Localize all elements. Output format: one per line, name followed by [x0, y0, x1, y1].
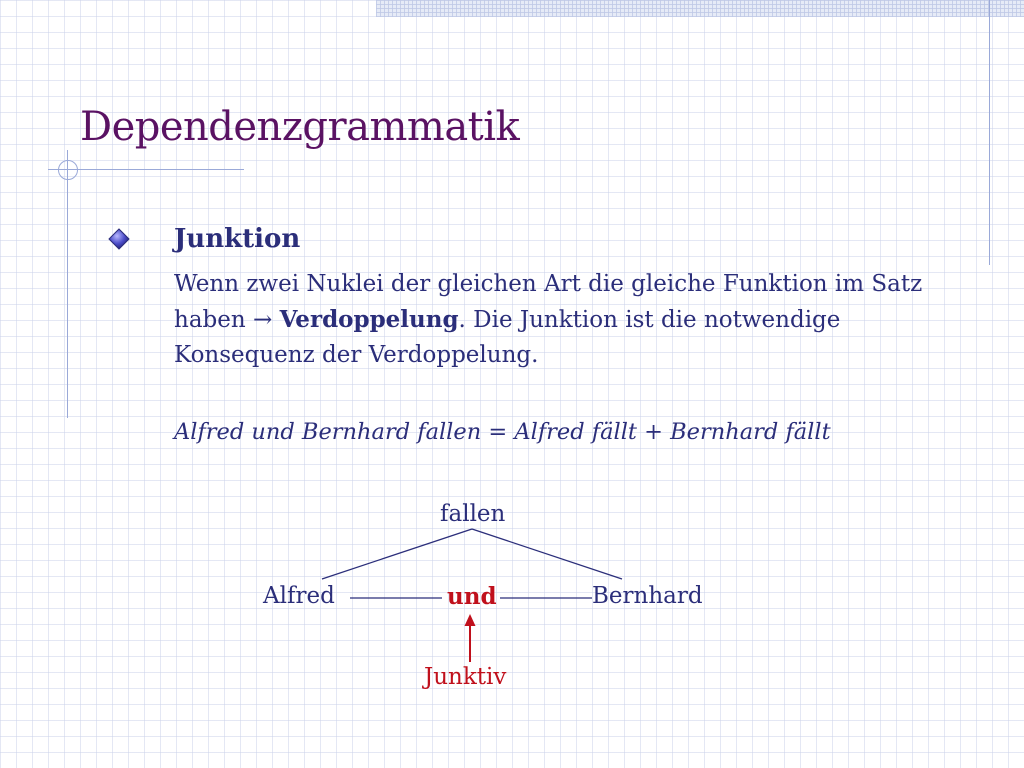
example-left: Alfred und Bernhard fallen — [174, 419, 482, 445]
edge-fallen-alfred — [322, 529, 472, 579]
paragraph-text-2: . Die Junktion ist die notwendige Konsequenz der Verdoppelung. — [174, 307, 841, 368]
junktiv-arrow-head — [465, 614, 476, 626]
junctor-label: Junktiv — [424, 664, 507, 690]
tree-node-left: Alfred — [263, 583, 335, 609]
paragraph-text-1: Wenn zwei Nuklei der gleichen Art die gleiche Funktion im Satz haben — [174, 271, 923, 333]
bold-term: Verdoppelung — [279, 306, 459, 333]
diamond-bullet-icon — [108, 228, 130, 250]
decorative-right-line — [989, 0, 990, 265]
bullet-heading: Junktion — [174, 224, 301, 254]
tree-node-head: fallen — [440, 501, 506, 527]
example-equals: = — [481, 419, 515, 445]
definition-paragraph — [174, 267, 944, 373]
tree-node-right: Bernhard — [592, 583, 703, 609]
example-plus: + — [636, 419, 671, 445]
right-arrow-icon: → — [252, 307, 273, 333]
decorative-vertical-line — [67, 150, 68, 418]
slide-title: Dependenzgrammatik — [80, 104, 520, 150]
example-sentence — [174, 419, 831, 445]
example-right: Bernhard fällt — [670, 419, 831, 445]
example-middle: Alfred fällt — [514, 419, 637, 445]
edge-fallen-bernhard — [472, 529, 622, 579]
top-decorative-band — [376, 0, 1024, 17]
decorative-circle — [58, 160, 78, 180]
tree-node-junctor: und — [447, 583, 497, 610]
